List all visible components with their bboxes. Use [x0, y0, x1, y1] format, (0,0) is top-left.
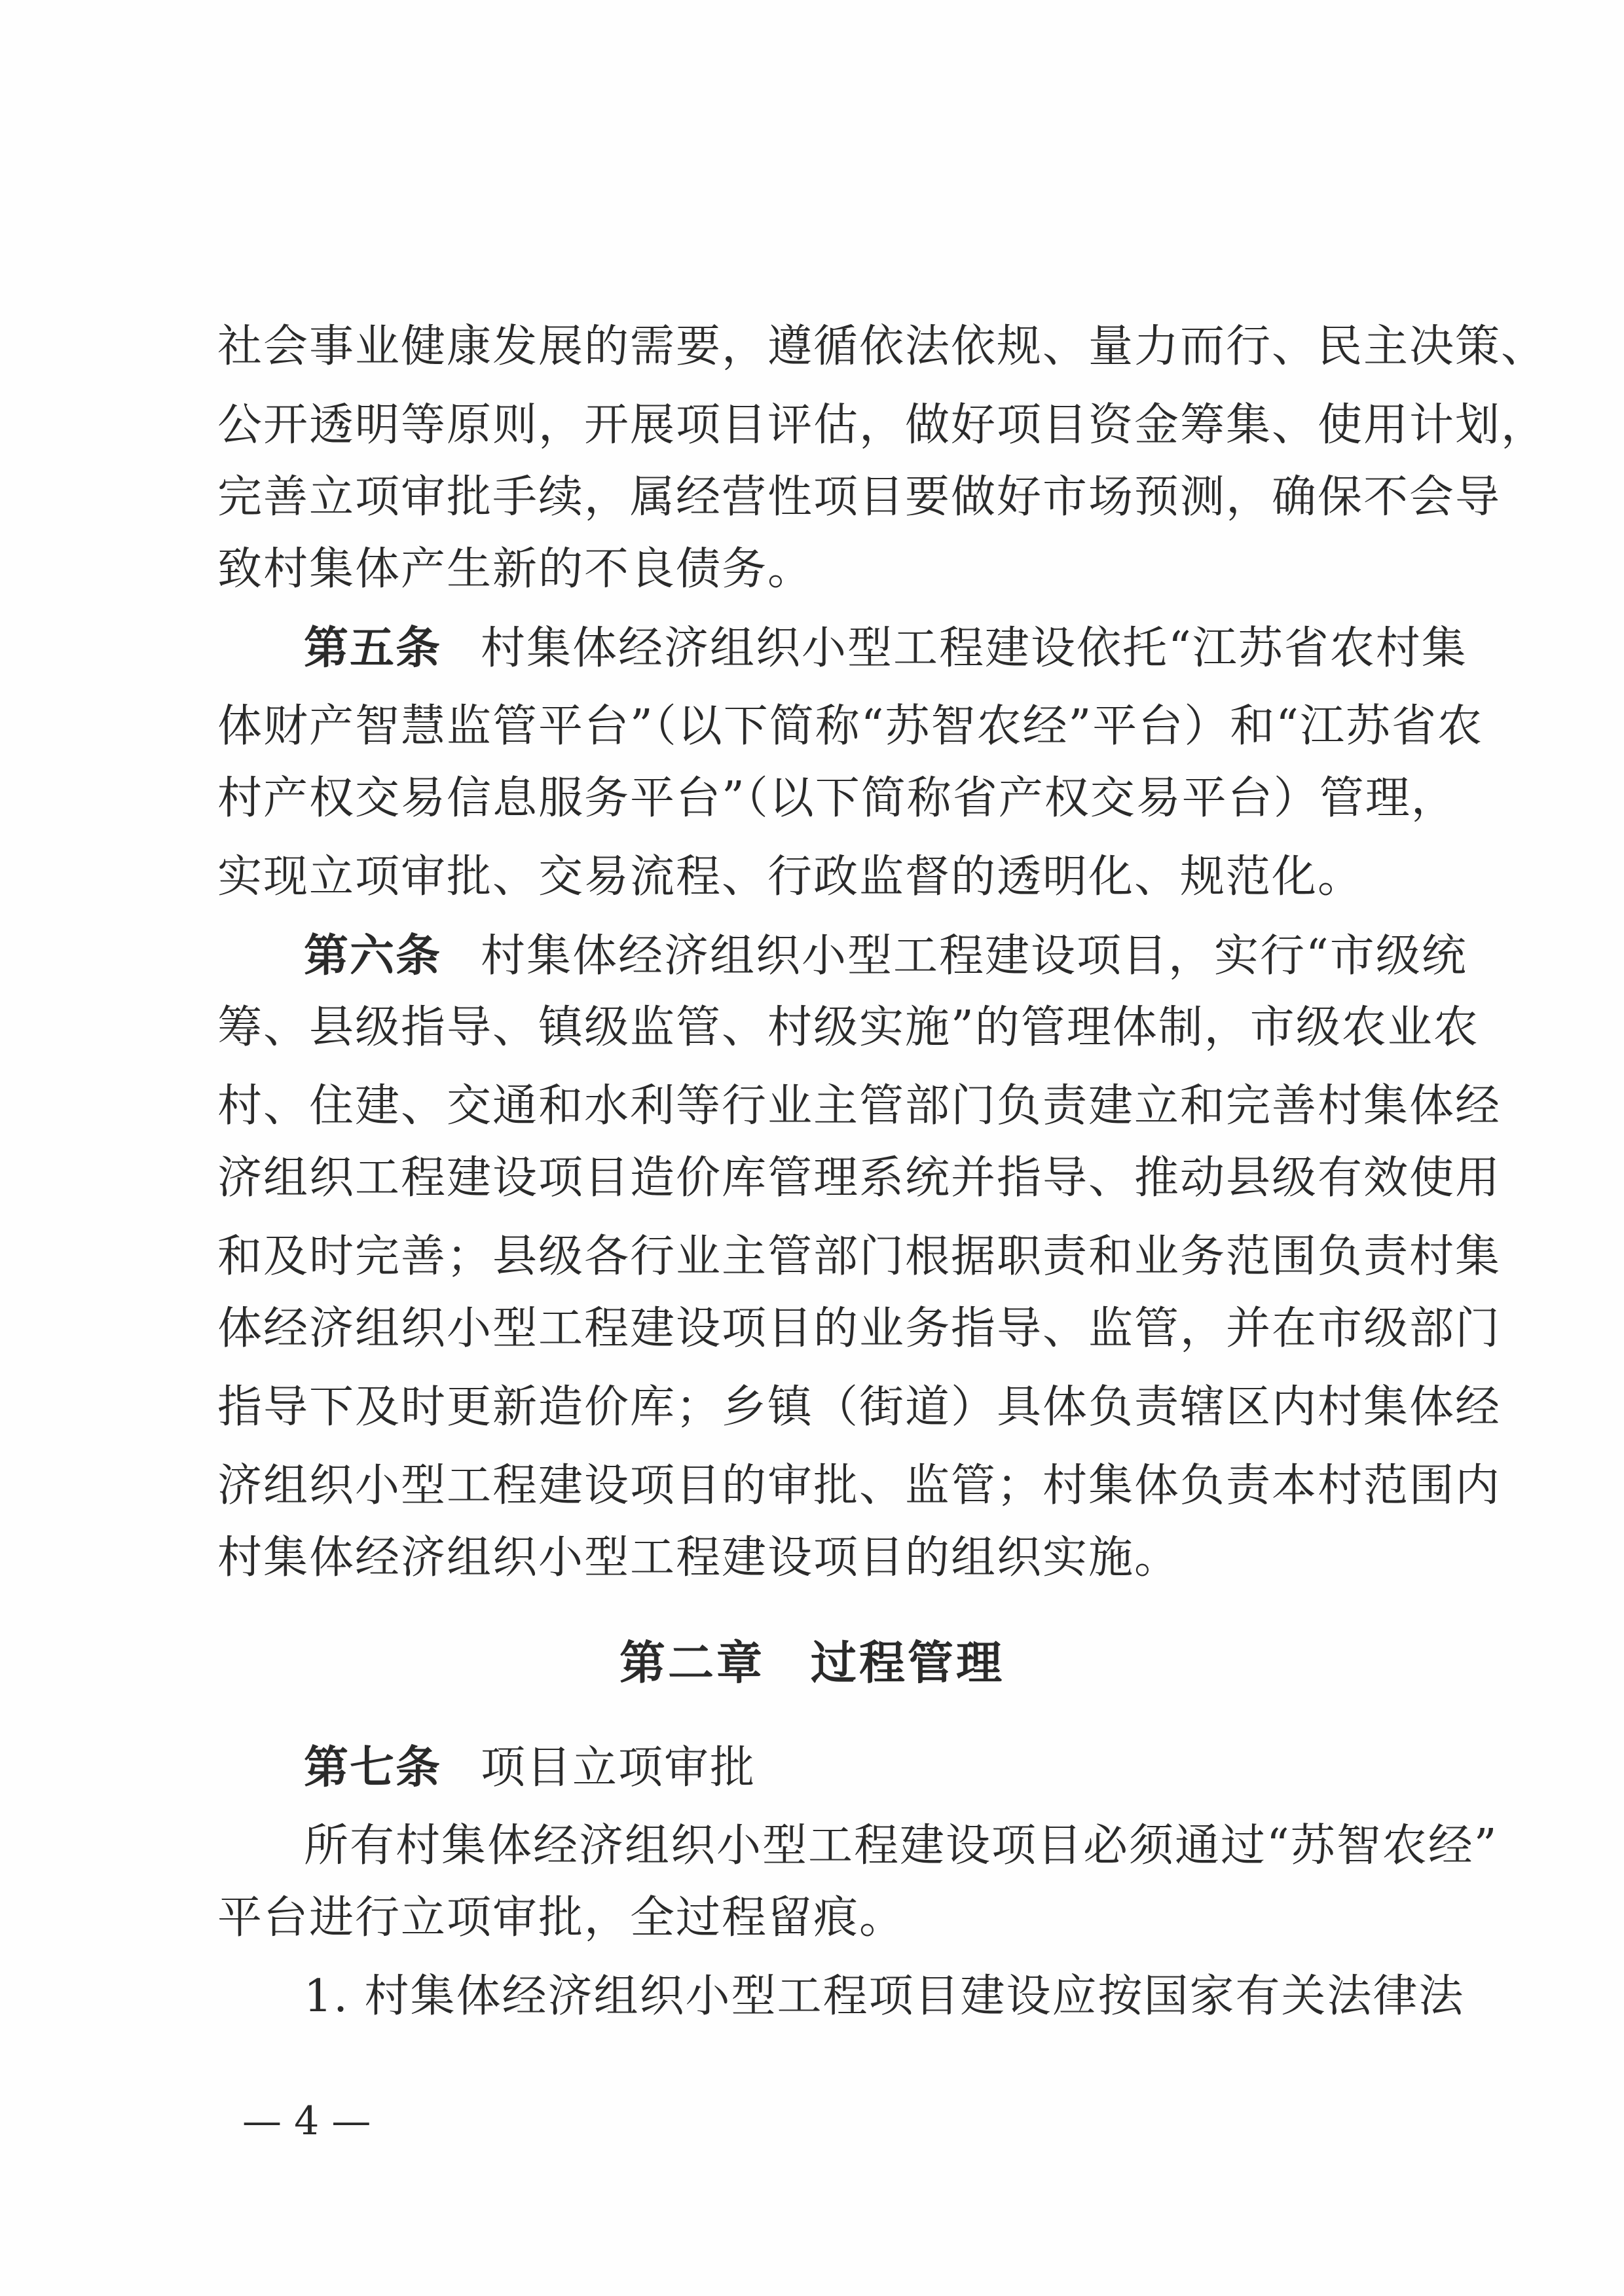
text-line: 村集体经济组织小型工程建设项目的组织实施。	[217, 1532, 1181, 1584]
text-line: 致村集体产生新的不良债务。	[217, 543, 814, 595]
text-line: 体经济组织小型工程建设项目的业务指导、监管，并在市级部门	[217, 1303, 1502, 1355]
chapter-number: 第二章	[619, 1636, 765, 1690]
text-line: 村产权交易信息服务平台”（以下简称省产权交易平台）管理，	[217, 773, 1457, 824]
article-6-label: 第六条	[304, 930, 442, 982]
text-line: 和及时完善；县级各行业主管部门根据职责和业务范围负责村集	[217, 1231, 1502, 1283]
text-line: 村集体经济组织小型工程建设依托“江苏省农村集	[481, 623, 1467, 674]
article-5-first-line	[304, 622, 1467, 675]
text-line: 所有村集体经济组织小型工程建设项目必须通过“苏智农经”	[304, 1820, 1498, 1872]
text-line: 体财产智慧监管平台”（以下简称“苏智农经”平台）和“江苏省农	[217, 701, 1484, 752]
article-7-title: 项目立项审批	[481, 1742, 756, 1794]
text-line: 村集体经济组织小型工程建设项目，实行“市级统	[481, 930, 1467, 982]
text-line: 1. 村集体经济组织小型工程项目建设应按国家有关法律法	[304, 1971, 1465, 2022]
text-line: 社会事业健康发展的需要，遵循依法依规、量力而行、民主决策、	[217, 321, 1547, 373]
chapter-title: 过程管理	[811, 1636, 1005, 1690]
text-line: 公开透明等原则，开展项目评估，做好项目资金筹集、使用计划，	[217, 399, 1547, 451]
text-line: 完善立项审批手续，属经营性项目要做好市场预测，确保不会导	[217, 471, 1502, 523]
text-line: 指导下及时更新造价库；乡镇（街道）具体负责辖区内村集体经	[217, 1381, 1502, 1433]
article-7-label: 第七条	[304, 1741, 442, 1794]
article-7-heading	[304, 1741, 756, 1795]
text-line: 济组织小型工程建设项目的审批、监管；村集体负责本村范围内	[217, 1460, 1502, 1512]
text-line: 村、住建、交通和水利等行业主管部门负责建立和完善村集体经	[217, 1080, 1502, 1132]
article-5-label: 第五条	[304, 622, 442, 674]
article-6-first-line	[304, 930, 1467, 983]
text-line: 实现立项审批、交易流程、行政监督的透明化、规范化。	[217, 851, 1364, 903]
chapter-heading	[0, 1637, 1624, 1689]
text-line: 济组织工程建设项目造价库管理系统并指导、推动县级有效使用	[217, 1152, 1502, 1204]
page-number: — 4 —	[242, 2098, 371, 2144]
text-line: 筹、县级指导、镇级监管、村级实施”的管理体制，市级农业农	[217, 1002, 1479, 1053]
text-line: 平台进行立项审批，全过程留痕。	[217, 1892, 906, 1944]
